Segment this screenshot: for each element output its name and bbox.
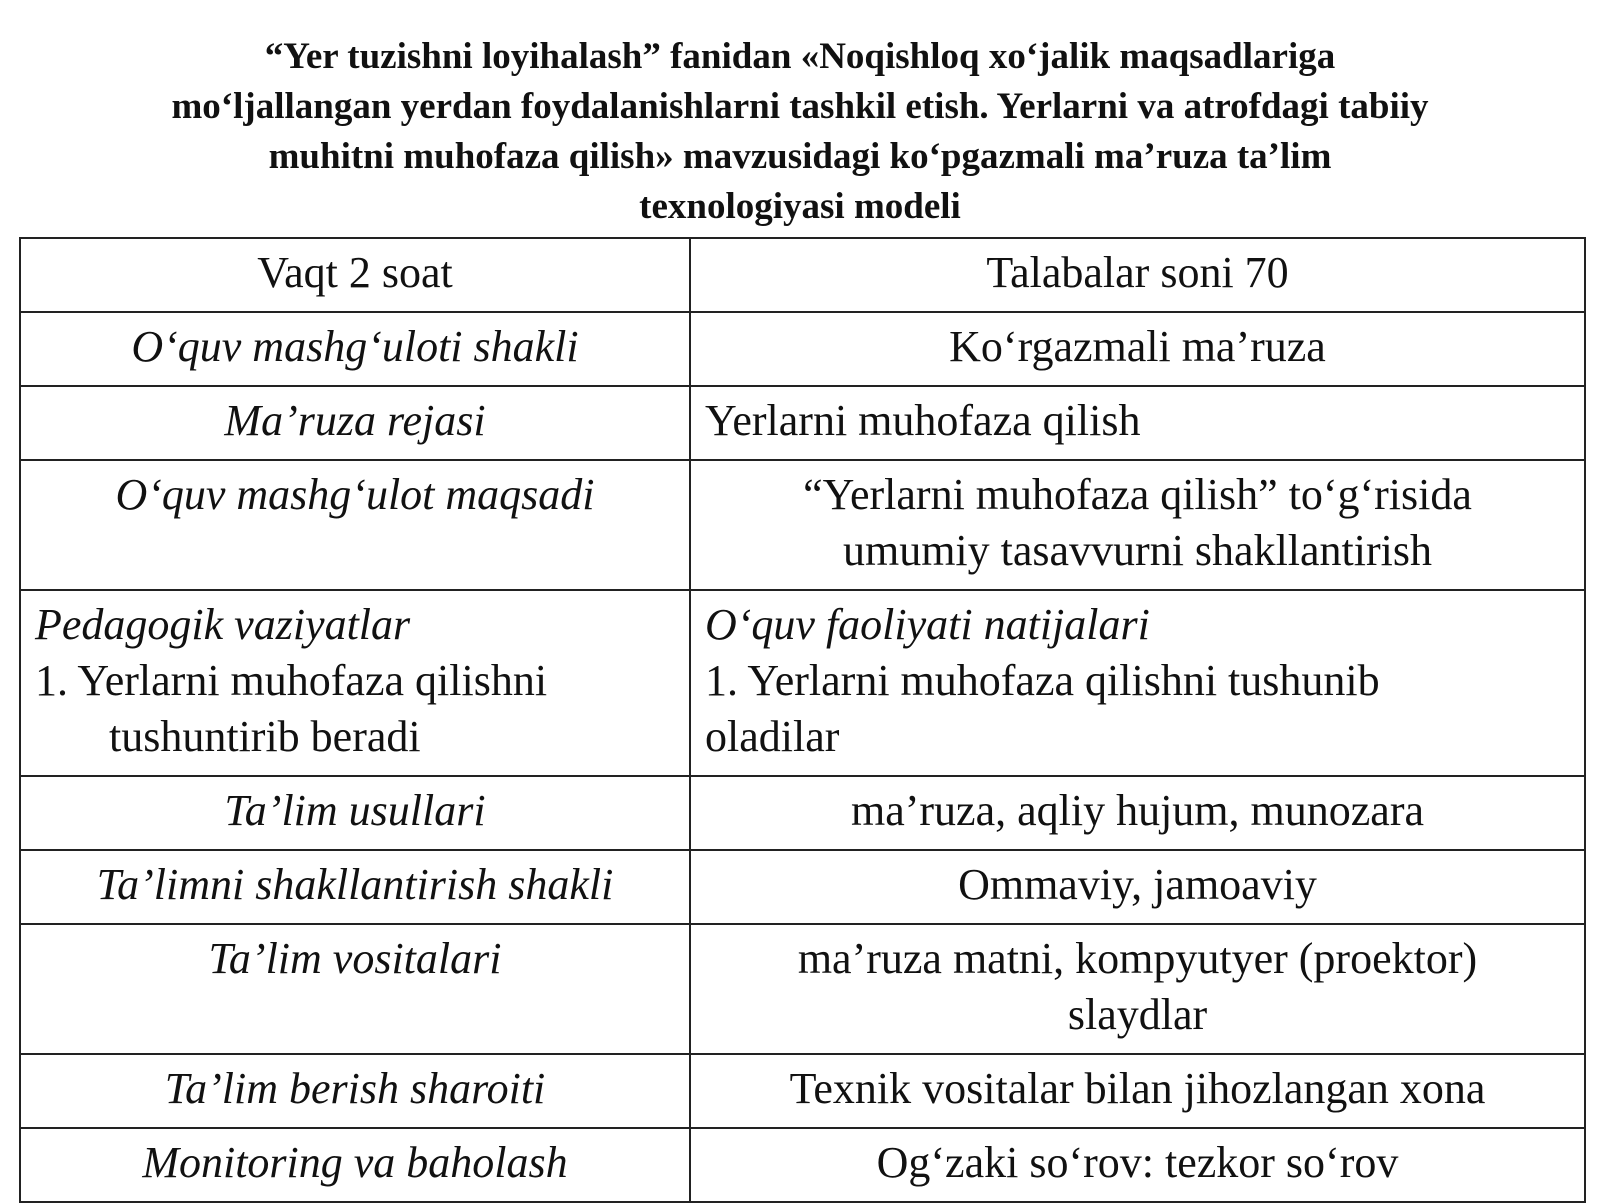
time-cell: Vaqt 2 soat <box>20 238 690 312</box>
table-row-lecture-plan <box>20 386 1585 460</box>
pedagogical-situations-heading: Pedagogik vaziyatlar <box>35 600 411 649</box>
lesson-form-label: O‘quv mashg‘uloti shakli <box>20 312 690 386</box>
learning-results-line: 1. Yerlarni muhofaza qilishni tushunib <box>705 656 1380 705</box>
table-row-situations-results <box>20 590 1585 776</box>
teaching-tools-line: slaydlar <box>1067 990 1208 1039</box>
lecture-plan-value: Yerlarni muhofaza qilish <box>690 386 1585 460</box>
monitoring-label: Monitoring va baholash <box>20 1128 690 1202</box>
table-row-lesson-goal <box>20 460 1585 590</box>
lesson-plan-table <box>19 237 1586 1203</box>
teaching-conditions-label: Ta’lim berish sharoiti <box>20 1054 690 1128</box>
lesson-form-value: Ko‘rgazmali ma’ruza <box>690 312 1585 386</box>
lesson-goal-line: umumiy tasavvurni shakllantirish <box>842 526 1433 575</box>
table-row-lesson-form <box>20 312 1585 386</box>
monitoring-value: Og‘zaki so‘rov: tezkor so‘rov <box>690 1128 1585 1202</box>
teaching-conditions-value: Texnik vositalar bilan jihozlangan xona <box>690 1054 1585 1128</box>
learning-results-heading: O‘quv faoliyati natijalari <box>705 600 1150 649</box>
teaching-methods-value: ma’ruza, aqliy hujum, munozara <box>690 776 1585 850</box>
lesson-goal-label: O‘quv mashg‘ulot maqsadi <box>20 460 690 590</box>
learning-results-cell <box>690 590 1585 776</box>
teaching-tools-line: ma’ruza matni, kompyutyer (proektor) <box>797 934 1478 983</box>
table-row-teaching-tools <box>20 924 1585 1054</box>
pedagogical-situations-cell <box>20 590 690 776</box>
table-row-teaching-form <box>20 850 1585 924</box>
pedagogical-situations-line: tushuntirib beradi <box>109 712 421 761</box>
teaching-form-value: Ommaviy, jamoaviy <box>690 850 1585 924</box>
lesson-goal-line: “Yerlarni muhofaza qilish” to‘g‘risida <box>803 470 1472 519</box>
title-line: “Yer tuzishni loyihalash” fanidan «Noqishloq xo‘jalik maqsadlariga <box>264 36 1336 77</box>
students-count-cell: Talabalar soni 70 <box>690 238 1585 312</box>
lesson-goal-value <box>690 460 1585 590</box>
table-row-time <box>20 238 1585 312</box>
teaching-tools-value <box>690 924 1585 1054</box>
title-line: muhitni muhofaza qilish» mavzusidagi ko‘pgazmali ma’ruza ta’lim <box>268 136 1332 177</box>
document-title <box>60 32 1540 232</box>
table-row-monitoring <box>20 1128 1585 1202</box>
title-line: texnologiyasi modeli <box>639 186 961 227</box>
table-row-teaching-conditions <box>20 1054 1585 1128</box>
learning-results-line: oladilar <box>705 712 840 761</box>
teaching-methods-label: Ta’lim usullari <box>20 776 690 850</box>
teaching-tools-label: Ta’lim vositalari <box>20 924 690 1054</box>
title-line: mo‘ljallangan yerdan foydalanishlarni tashkil etish. Yerlarni va atrofdagi tabiiy <box>171 86 1429 127</box>
table-row-teaching-methods <box>20 776 1585 850</box>
lecture-plan-label: Ma’ruza rejasi <box>20 386 690 460</box>
pedagogical-situations-line: 1. Yerlarni muhofaza qilishni <box>35 656 548 705</box>
teaching-form-label: Ta’limni shakllantirish shakli <box>20 850 690 924</box>
